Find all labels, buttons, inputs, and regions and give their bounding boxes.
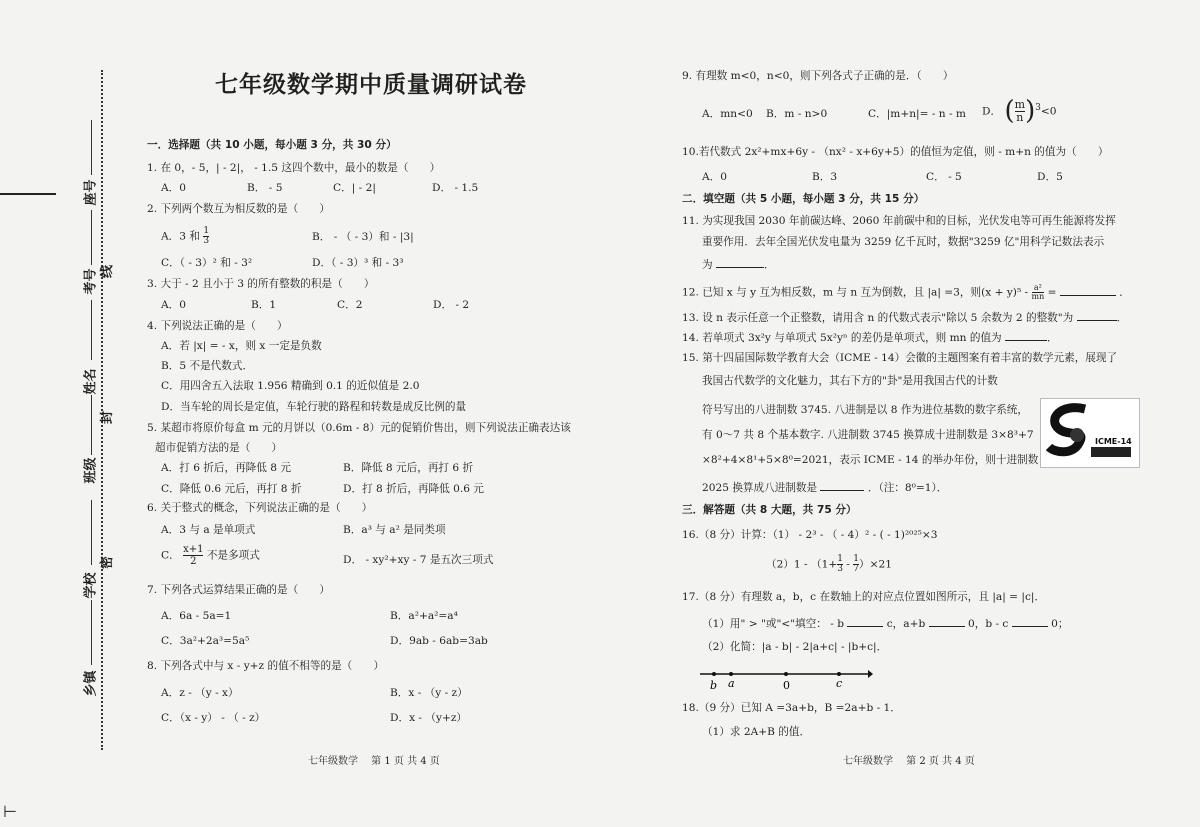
question: 12. 已知 x 与 y 互为相反数，m 与 n 互为倒数，且 |a| =3，则(x + y)⁵ - $\frac{\text{a²}}{mn}$ = ． — [682, 283, 1130, 301]
option: D．当车轮的周长是定值，车轮行驶的路程和转数是成反比例的量 — [161, 401, 467, 413]
denominator: 2 — [190, 556, 197, 567]
corner-mark: ⊢ — [3, 802, 17, 821]
option: D．5 — [1037, 171, 1063, 183]
seal-char: 密 — [100, 555, 116, 570]
numerator: a² — [1032, 284, 1045, 293]
option-text: D． — [982, 105, 1002, 118]
question: 3. 大于 - 2 且小于 3 的所有整数的积是（ ） — [147, 278, 375, 290]
section-heading: 三．解答题（共 8 大题，共 75 分） — [682, 504, 857, 516]
text: 0，b - c — [968, 618, 1009, 630]
option — [161, 544, 260, 567]
fraction — [1015, 99, 1025, 124]
numerator: x+1 — [183, 544, 204, 555]
option: C．2 — [337, 299, 363, 311]
page-title: 七年级数学期中质量调研试卷 — [215, 72, 527, 98]
option: D．9ab - 6ab=3ab — [390, 635, 488, 647]
fraction — [183, 544, 203, 567]
question-cont: 重要作用．去年全国光伏发电量为 3259 亿千瓦时，数据"3259 亿"用科学记数法表示 — [702, 236, 1105, 248]
field-town: 乡镇 — [83, 670, 99, 697]
seal-char: 线 — [100, 264, 116, 279]
paren: ( — [1004, 96, 1015, 126]
field-school: 学校 — [83, 572, 99, 599]
logo-text: ICME-14 — [1095, 437, 1132, 446]
fraction — [203, 227, 209, 246]
question-part — [766, 555, 892, 574]
option: B． - 5 — [247, 182, 283, 194]
option: D．x - （y+z） — [390, 712, 468, 724]
label-b: b — [710, 679, 718, 692]
field-name: 姓名 — [83, 368, 99, 395]
question-cont: ×8²+4×8¹+5×8⁰=2021，表示 ICME - 14 的举办年份，则十进制数 — [702, 454, 1039, 466]
answer-blank[interactable] — [1077, 310, 1117, 321]
option: C．降低 0.6 元后，再打 8 折 — [161, 483, 302, 495]
denominator: n — [1016, 111, 1024, 125]
option: B．降低 8 元后，再打 6 折 — [343, 462, 474, 474]
option: B．5 不是代数式． — [161, 360, 254, 372]
numerator: 1 — [853, 554, 859, 564]
question-cont: 我国古代数学的文化魅力，其右下方的"卦"是用我国古代的计数 — [702, 375, 998, 387]
option — [982, 96, 1056, 127]
option: C．|m+n|= - n - m — [868, 108, 966, 120]
question-cont: 超市促销方法的是（ ） — [155, 442, 283, 454]
field-line — [91, 120, 92, 175]
text: 13. 设 n 表示任意一个正整数，请用含 n 的代数式表示"除以 5 余数为 2 的整数"为 — [682, 312, 1074, 324]
option: A．打 6 折后，再降低 8 元 — [161, 462, 291, 474]
answer-blank[interactable] — [820, 480, 864, 491]
option: D．打 8 折后，再降低 0.6 元 — [343, 483, 484, 495]
question-cont: 为 ． — [702, 259, 775, 271]
option: A．z - （y - x） — [161, 687, 239, 699]
page-footer: 七年级数学 第 2 页 共 4 页 — [843, 756, 975, 767]
question-cont: 符号写出的八进制数 3745. 八进制是以 8 作为进位基数的数字系统， — [702, 404, 1028, 416]
text: - — [842, 558, 854, 571]
option: C．3a²+2a³=5a⁵ — [161, 635, 250, 647]
field-exam-no: 考号 — [83, 268, 99, 295]
label-c: c — [836, 677, 843, 690]
answer-blank[interactable] — [847, 616, 883, 627]
field-line — [91, 600, 92, 665]
page-footer: 七年级数学 第 1 页 共 4 页 — [308, 756, 440, 767]
question: 14. 若单项式 3x²y 与单项式 5x²yⁿ 的差仍是单项式，则 mn 的值为 ． — [682, 332, 1058, 344]
exponent: 3 — [1035, 103, 1041, 114]
question: 4. 下列说法正确的是（ ） — [147, 320, 288, 332]
answer-blank[interactable] — [929, 616, 965, 627]
text: （2）1 - （1+ — [766, 558, 838, 571]
option: C．（ - 3）² 和 - 3² — [161, 257, 253, 269]
option-text: C． — [161, 549, 180, 562]
option: D．（ - 3）³ 和 - 3³ — [312, 257, 404, 269]
text: ）×21 — [859, 558, 892, 571]
question-part — [702, 616, 1068, 631]
label-0: 0 — [783, 679, 790, 692]
point-c — [837, 672, 841, 676]
icme-emblem-icon — [1041, 399, 1139, 467]
option: D． - 2 — [433, 299, 470, 311]
question: 17.（8 分）有理数 a，b，c 在数轴上的对应点位置如图所示，且 |a| = |c|． — [682, 591, 1046, 603]
option: B．3 — [812, 171, 838, 183]
text: 2025 换算成八进制数是 — [702, 482, 818, 494]
denominator: mn — [1031, 292, 1045, 301]
text: = — [1047, 286, 1057, 299]
answer-blank[interactable] — [716, 257, 764, 268]
section-heading: 一．选择题（共 10 小题，每小题 3 分，共 30 分） — [147, 139, 397, 151]
field-line — [91, 500, 92, 565]
binding-strip — [0, 0, 125, 827]
option: B．x - （y - z） — [390, 687, 468, 699]
question: 11. 为实现我国 2030 年前碳达峰、2060 年前碳中和的目标，光伏发电等可再生能源将发挥 — [682, 215, 1116, 227]
field-line — [91, 300, 92, 360]
numerator: 1 — [837, 554, 843, 564]
option: A．mn<0 — [702, 108, 753, 120]
option: A．6a - 5a=1 — [161, 610, 232, 622]
question: 6. 关于整式的概念，下列说法正确的是（ ） — [147, 502, 373, 514]
text: 14. 若单项式 3x²y 与单项式 5x²yⁿ 的差仍是单项式，则 mn 的值为 — [682, 332, 1002, 344]
answer-blank[interactable] — [1060, 285, 1116, 296]
seal-char: 封 — [100, 410, 116, 425]
question: 15. 第十四届国际数学教育大会（ICME - 14）会徽的主题图案有着丰富的数学元素，展现了 — [682, 352, 1118, 364]
fold-mark — [0, 193, 56, 195]
icme-logo — [1040, 398, 1140, 468]
option: A．3 与 a 是单项式 — [161, 524, 256, 536]
point-0 — [784, 672, 788, 676]
question: 2. 下列两个数互为相反数的是（ ） — [147, 203, 330, 215]
question: 8. 下列各式中与 x - y+z 的值不相等的是（ ） — [147, 660, 385, 672]
arrow-icon — [868, 670, 873, 678]
option: A．0 — [161, 299, 186, 311]
option — [161, 227, 209, 246]
option: C．（x - y） - （ - z） — [161, 712, 266, 724]
denominator: 7 — [853, 564, 859, 574]
option: C． - 5 — [926, 171, 962, 183]
point-b — [712, 672, 716, 676]
question: 1. 在 0，- 5，| - 2|， - 1.5 这四个数中，最小的数是（ ） — [147, 162, 441, 174]
section-heading: 二．填空题（共 5 小题，每小题 3 分，共 15 分） — [682, 193, 925, 205]
question: 5. 某超市将原价每盒 m 元的月饼以（0.6m - 8）元的促销价售出，则下列说法正确表达该 — [147, 422, 571, 434]
question-cont: 有 0～7 共 8 个基本数字. 八进制数 3745 换算成十进制数是 3×8³+7 — [702, 429, 1034, 441]
answer-blank[interactable] — [1012, 616, 1048, 627]
text: 为 — [702, 259, 713, 271]
paren: ) — [1025, 96, 1036, 126]
numerator: m — [1014, 98, 1026, 112]
text: （1）用" > "或"<"填空： - b — [702, 618, 844, 630]
question: 13. 设 n 表示任意一个正整数，请用含 n 的代数式表示"除以 5 余数为 2 的整数"为 ． — [682, 312, 1128, 324]
question: 9. 有理数 m<0，n<0，则下列各式子正确的是．（ ） — [682, 70, 954, 82]
option: B． - （ - 3）和 - |3| — [312, 231, 414, 243]
field-line — [91, 395, 92, 455]
question: 7. 下列各式运算结果正确的是（ ） — [147, 584, 330, 596]
option: D． - xy²+xy - 7 是五次三项式 — [343, 554, 494, 566]
option: C．用四舍五入法取 1.956 精确到 0.1 的近似值是 2.0 — [161, 380, 420, 392]
number-line — [698, 666, 873, 696]
question-part: （1）求 2A+B 的值． — [702, 726, 811, 738]
question-cont — [702, 480, 947, 495]
question: 10.若代数式 2x²+mx+6y - （nx² - x+6y+5）的值恒为定值，则 - m+n 的值为（ ） — [682, 146, 1109, 158]
denominator: 3 — [203, 236, 210, 246]
option: D． - 1.5 — [432, 182, 479, 194]
option: B．1 — [251, 299, 277, 311]
option: B．m - n>0 — [766, 108, 828, 120]
field-line — [91, 210, 92, 265]
option-text: 不是多项式 — [206, 549, 260, 562]
field-class: 班级 — [83, 457, 99, 484]
option: A．0 — [702, 171, 727, 183]
option-text: <0 — [1040, 105, 1057, 118]
text: ．（注：8⁰=1）． — [867, 482, 948, 494]
numerator: 1 — [203, 226, 210, 236]
answer-blank[interactable] — [1005, 330, 1047, 341]
option: B．a²+a²=a⁴ — [390, 610, 458, 622]
text: 0； — [1051, 618, 1069, 630]
field-seat-no: 座号 — [83, 179, 99, 206]
question-part: （2）化简：|a - b| - 2|a+c| - |b+c|． — [702, 641, 888, 653]
option: B．a³ 与 a² 是同类项 — [343, 524, 446, 536]
option-text: A．3 和 — [161, 230, 200, 243]
text: 12. 已知 x 与 y 互为相反数，m 与 n 互为倒数，且 |a| =3，则(x + y)⁵ - — [682, 286, 1029, 299]
question: 18.（9 分）已知 A =3a+b，B =2a+b - 1． — [682, 702, 901, 714]
text: c，a+b — [886, 618, 926, 630]
option: A．0 — [161, 182, 186, 194]
point-a — [729, 672, 733, 676]
denominator: 3 — [837, 564, 843, 574]
fraction — [1032, 284, 1045, 301]
option: A．若 |x| = - x，则 x 一定是负数 — [161, 340, 322, 352]
question: 16.（8 分）计算：（1） - 2³ - （ - 4）² - ( - 1)²⁰²⁵×3 — [682, 529, 938, 541]
option: C．| - 2| — [333, 182, 376, 194]
label-a: a — [728, 677, 735, 690]
